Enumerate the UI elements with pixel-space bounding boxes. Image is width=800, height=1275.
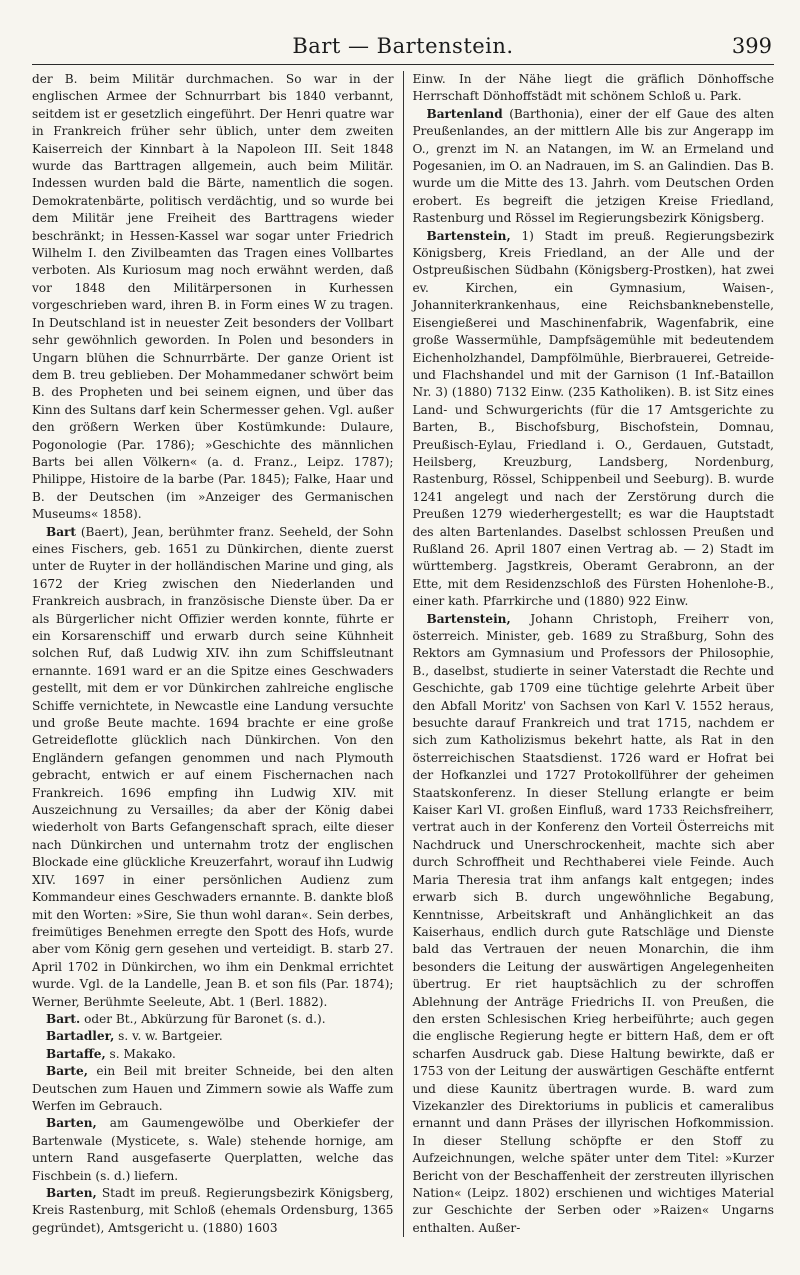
entry-text: (Barthonia), einer der elf Gaue des alten Preußenlandes, an der mittlern Alle bis zur Angerapp im O., grenzt im N. an Natangen, im W. an Ermeland und Pogesanien, im O. an Nadrauen, im S. an Galindien. Das B. wurde um die Mitte des 13. Jahrh. vom Deutschen Orden erobert. Es begreift die jetzigen Kreise Friedland, Rastenburg und Rössel im Regierungsbezirk Königsberg. xyxy=(412,106,774,226)
dictionary-entry xyxy=(32,71,394,524)
entry-text: ein Beil mit breiter Schneide, bei den alten Deutschen zum Hauen und Zimmern sowie als Waffe zum Werfen im Gebrauch. xyxy=(32,1064,394,1113)
right-column xyxy=(404,71,775,1237)
entry-headword: Barten, xyxy=(46,1116,97,1131)
entry-text: der B. beim Militär durchmachen. So war in der englischen Armee der Schnurrbart bis 1840 verbannt, seitdem ist er gesetzlich eingeführt. Der Henri quatre war in Frankreich früher sehr üblich, unter dem zweiten Kaiserreich der Kinnbart à la Napoleon III. Seit 1848 wurde das Barttragen allgemein, auch beim Militär. Indessen wurden bald die Bärte, namentlich die sogen. Demokratenbärte, politisch verdächtig, und so wurde bei dem Militär jene Freiheit des Barttragens wieder beschränkt; in Hessen-Kassel war sogar unter Friedrich Wilhelm I. den Zivilbeamten das Tragen eines Vollbartes verboten. Als Kuriosum mag noch erwähnt werden, daß vor 1848 den Militärpersonen in Kurhessen vorgeschrieben ward, ihren B. in Form eines W zu tragen. In Deutschland ist in neuester Zeit besonders der Vollbart sehr gewöhnlich geworden. In Polen und besonders in Ungarn blühen die Schnurrbärte. Der ganze Orient ist dem B. treu geblieben. Der Mohammedaner schwört beim B. des Propheten und bei seinem eignen, und über das Kinn des Sultans darf kein Schermesser gehen. Vgl. außer den größern Werken über Kostümkunde: Dulaure, Pogonologie (Par. 1786); »Geschichte des männlichen Barts bei allen Völkern« (a. d. Franz., Leipz. 1787); Philippe, Histoire de la barbe (Par. 1845); Falke, Haar und B. der Deutschen (im »Anzeiger des Germanischen Museums« 1858). xyxy=(32,72,394,522)
dictionary-entry xyxy=(32,524,394,1011)
entry-text: (Baert), Jean, berühmter franz. Seeheld, der Sohn eines Fischers, geb. 1651 zu Dünkirchen, diente zuerst unter de Ruyter in der holländischen Marine und ging, als 1672 der Krieg zwischen den Niederlanden und Frankreich ausbrach, in französische Dienste über. Da er als Bürgerlicher nicht Offizier werden konnte, führte er ein Korsarenschiff und erwarb durch seine Kühnheit solchen Ruf, daß Ludwig XIV. ihn zum Schiffsleutnant ernannte. 1691 ward er an die Spitze eines Geschwaders gestellt, mit dem er vor Dünkirchen zahlreiche englische Schiffe vernichtete, in Newcastle eine Landung versuchte und große Beute machte. 1694 brachte er eine große Getreideflotte glücklich nach Dünkirchen. Von den Engländern gefangen genommen und nach Plymouth gebracht, entwich er auf einem Fischernachen nach Frankreich. 1696 empfing ihn Ludwig XIV. mit Auszeichnung zu Versailles; da aber der König dabei wiederholt von Barts Gefangenschaft sprach, eilte dieser nach Dünkirchen und unternahm trotz der englischen Blockade eine glückliche Kreuzerfahrt, worauf ihn Ludwig XIV. 1697 in einer persönlichen Audienz zum Kommandeur eines Geschwaders ernannte. B. dankte bloß mit den Worten: »Sire, Sie thun wohl daran«. Sein derbes, freimütiges Benehmen erregte den Spott des Hofs, wurde aber vom König gern gesehen und verteidigt. B. starb 27. April 1702 in Dünkirchen, wo ihm ein Denkmal errichtet wurde. Vgl. de la Landelle, Jean B. et son fils (Par. 1874); Werner, Berühmte Seeleute, Abt. 1 (Berl. 1882). xyxy=(32,524,394,1009)
entry-headword: Bartenstein, xyxy=(426,611,511,626)
entry-text: s. v. w. Bartgeier. xyxy=(118,1029,223,1044)
entry-text: s. Makako. xyxy=(109,1046,176,1061)
entry-headword: Bartenland xyxy=(426,106,503,121)
page-number: 399 xyxy=(731,34,772,58)
entry-text: Einw. In der Nähe liegt die gräflich Dönhoffsche Herrschaft Dönhoffstädt mit schönem Schloß u. Park. xyxy=(412,72,774,104)
entry-headword: Bart xyxy=(46,524,77,539)
entry-text: Stadt im preuß. Regierungsbezirk Königsberg, Kreis Rastenburg, mit Schloß (ehemals Ordensburg, 1365 gegründet), Amtsgericht u. (1880) 1603 xyxy=(32,1186,394,1235)
entry-headword: Barten, xyxy=(46,1186,97,1200)
entry-headword: Bart. xyxy=(46,1011,81,1026)
entry-headword: Barte, xyxy=(46,1064,88,1079)
entry-headword: Bartaffe, xyxy=(46,1046,106,1061)
left-column xyxy=(32,71,404,1237)
dictionary-entry xyxy=(413,611,775,1238)
dictionary-entry xyxy=(32,1011,394,1028)
dictionary-entry xyxy=(32,1063,394,1115)
dictionary-entry xyxy=(413,71,775,106)
entry-headword: Bartenstein, xyxy=(426,228,511,243)
dictionary-entry xyxy=(413,106,775,228)
entry-headword: Bartadler, xyxy=(46,1029,115,1044)
entry-text: Johann Christoph, Freiherr von, österreich. Minister, geb. 1689 zu Straßburg, Sohn des Rektors am Gymnasium und Professors der Philosophie, B., daselbst, studierte in seiner Vaterstadt die Rechte und Geschichte, gab 1709 eine tüchtige gelehrte Arbeit über den Abfall Moritz' von Sachsen von Karl V. 1552 heraus, besuchte darauf Frankreich und trat 1715, nachdem er sich zum Katholizismus bekehrt hatte, als Rat in den österreichischen Staatsdienst. 1726 ward er Hofrat bei der Hofkanzlei und 1727 Protokollführer der geheimen Staatskonferenz. In dieser Stellung erlangte er beim Kaiser Karl VI. großen Einfluß, ward 1733 Reichsfreiherr, vertrat auch in der Konferenz den Vorteil Österreichs mit Nachdruck und Unerschrockenheit, machte sich aber durch Schroffheit und Rechthaberei viele Feinde. Auch Maria Theresia trat ihm anfangs kalt entgegen; indes erwarb sich B. durch ungewöhnliche Begabung, Kenntnisse, Arbeitskraft und Anhänglichkeit an das Kaiserhaus, endlich durch gute Ratschläge und Dienste bald das Vertrauen der neuen Monarchin, die ihm besonders die Leitung der auswärtigen Angelegenheiten übertrug. Er riet hauptsächlich zu der schroffen Ablehnung der Anträge Friedrichs II. von Preußen, die den ersten Schlesischen Krieg herbeiführte; auch gegen die englische Regierung hegte er bittern Haß, dem er oft scharfen Ausdruck gab. Diese Haltung bewirkte, daß er 1753 von der Leitung der auswärtigen Geschäfte entfernt und diese Kaunitz übertragen wurde. B. ward zum Vizekanzler des Direktoriums in publicis et cameralibus ernannt und dann Präses der illyrischen Hofkommission. In dieser Stellung schöpfte er den Stoff zu Aufzeichnungen, welche später unter dem Titel: »Kurzer Bericht von der Beschaffenheit der zerstreuten illyrischen Nation« (Leipz. 1802) erschienen und wichtiges Material zur Geschichte der Serben oder »Raizen« Ungarns enthalten. Außer- xyxy=(412,611,774,1235)
dictionary-entry xyxy=(32,1185,394,1237)
dictionary-entry xyxy=(413,228,775,611)
page-header xyxy=(32,30,774,65)
entry-text: 1) Stadt im preuß. Regierungsbezirk Königsberg, Kreis Friedland, an der Alle und der Ostpreußischen Südbahn (Königsberg-Prostken), hat zwei ev. Kirchen, ein Gymnasium, Waisen-, Johanniterkrankenhaus, eine Reichsbanknebenstelle, Eisengießerei und Maschinenfabrik, Wagenfabrik, eine große Wassermühle, Dampfsägemühle mit bedeutendem Eichenholzhandel, Dampfölmühle, Bierbrauerei, Getreide- und Flachshandel und mit der Garnison (1 Inf.-Bataillon Nr. 3) (1880) 7132 Einw. (235 Katholiken). B. ist Sitz eines Land- und Schwurgerichts (für die 17 Amtsgerichte zu Barten, B., Bischofsburg, Bischofstein, Domnau, Preußisch-Eylau, Friedland i. O., Gerdauen, Gutstadt, Heilsberg, Kreuzburg, Landsberg, Nordenburg, Rastenburg, Rössel, Schippenbeil und Seeburg). B. wurde 1241 angelegt und nach der Zerstörung durch die Preußen 1279 wiederhergestellt; es war die Hauptstadt des alten Bartenlandes. Daselbst schlossen Preußen und Rußland 26. April 1807 einen Vertrag ab. — 2) Stadt im württemberg. Jagstkreis, Oberamt Gerabronn, an der Ette, mit dem Residenzschloß des Fürsten Hohenlohe-B., einer kath. Pfarrkirche und (1880) 922 Einw. xyxy=(412,228,774,609)
dictionary-entry xyxy=(32,1115,394,1185)
entry-text: am Gaumengewölbe und Oberkiefer der Bartenwale (Mysticete, s. Wale) stehende hornige, am untern Rand ausgefaserte Querplatten, welche das Fischbein (s. d.) liefern. xyxy=(32,1116,394,1183)
text-columns xyxy=(32,71,774,1237)
running-title: Bart — Bartenstein. xyxy=(292,34,514,58)
entry-text: oder Bt., Abkürzung für Baronet (s. d.). xyxy=(84,1011,326,1026)
dictionary-entry xyxy=(32,1046,394,1063)
dictionary-entry xyxy=(32,1028,394,1045)
